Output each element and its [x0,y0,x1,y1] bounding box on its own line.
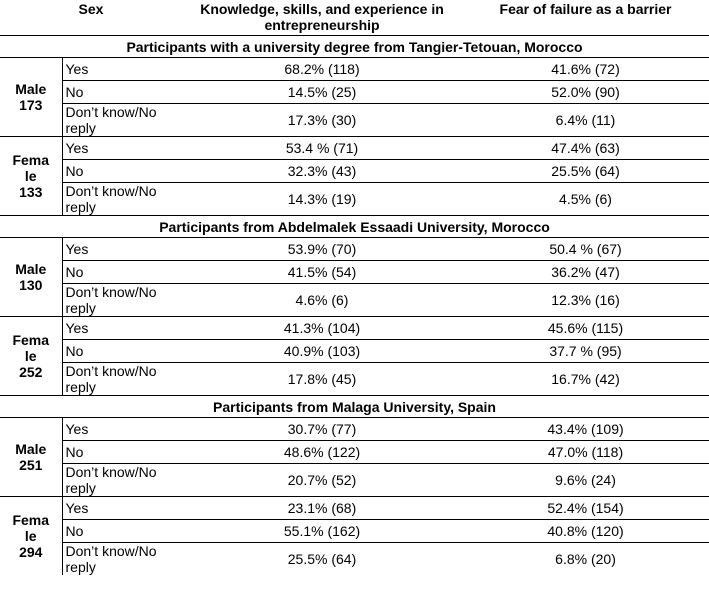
table-row [0,81,709,104]
table-row [0,441,709,464]
table-row [0,58,709,81]
sex-label: Male [15,441,47,457]
sex-label: Female [12,152,50,184]
knowledge-value: 14.5% (25) [182,81,462,104]
sex-count: 252 [19,364,43,380]
fear-value: 6.4% (11) [462,104,709,137]
response-label: Don’t know/No reply [62,464,182,497]
fear-value: 41.6% (72) [462,58,709,81]
sex-label: Female [12,332,50,364]
fear-value: 43.4% (109) [462,418,709,441]
fear-value: 47.0% (118) [462,441,709,464]
fear-value: 25.5% (64) [462,160,709,183]
sex-group-cell [0,137,62,216]
response-label: No [62,261,182,284]
sex-group-cell [0,238,62,317]
table-row [0,520,709,543]
knowledge-value: 55.1% (162) [182,520,462,543]
fear-value: 4.5% (6) [559,191,612,207]
response-label: Don’t know/No reply [65,363,157,395]
response-label: Yes [62,497,182,520]
response-label: Don’t know/No reply [65,543,157,575]
header-sex: Sex [78,1,104,17]
knowledge-value: 68.2% (118) [182,58,462,81]
fear-value: 47.4% (63) [462,137,709,160]
sex-count: 294 [19,544,43,560]
response-label: Don’t know/No reply [62,104,182,137]
fear-value: 45.6% (115) [462,317,709,340]
sex-label: Male [15,261,47,277]
table-row [0,543,709,576]
knowledge-value: 32.3% (43) [182,160,462,183]
table-row [0,317,709,340]
sex-group-cell [0,497,62,576]
header-knowledge: Knowledge, skills, and experience in entrepreneurship [200,1,444,33]
response-label: Yes [62,58,182,81]
sex-count: 133 [19,184,43,200]
table-row [0,160,709,183]
knowledge-value: 20.7% (52) [182,464,462,497]
knowledge-value: 14.3% (19) [287,191,357,207]
response-label: Don’t know/No reply [65,183,157,215]
fear-value: 6.8% (20) [555,551,616,567]
fear-value: 52.0% (90) [462,81,709,104]
fear-value: 40.8% (120) [462,520,709,543]
header-row [0,0,709,36]
table-row [0,418,709,441]
fear-value: 12.3% (16) [462,284,709,317]
sex-label: Male [15,81,47,97]
sex-group-cell [0,317,62,396]
table-row [0,497,709,520]
table-row [0,340,709,363]
sex-group-cell [0,58,62,137]
sex-count: 173 [19,97,43,113]
response-label: Yes [62,137,182,160]
knowledge-value: 53.4 % (71) [182,137,462,160]
sex-group-cell [0,418,62,497]
knowledge-value: 53.9% (70) [182,238,462,261]
knowledge-value: 30.7% (77) [182,418,462,441]
response-label: Don’t know/No reply [62,284,182,317]
fear-value: 9.6% (24) [462,464,709,497]
section-title: Participants with a university degree from Tangier-Tetouan, Morocco [0,36,709,58]
knowledge-value: 17.3% (30) [182,104,462,137]
table-row [0,137,709,160]
knowledge-value: 25.5% (64) [287,551,357,567]
table-row [0,284,709,317]
section-row [0,216,709,238]
knowledge-value: 41.3% (104) [182,317,462,340]
section-row [0,396,709,418]
table-row [0,183,709,216]
fear-value: 16.7% (42) [551,371,620,387]
knowledge-value: 23.1% (68) [182,497,462,520]
response-label: Yes [62,238,182,261]
response-label: No [62,81,182,104]
table-row [0,104,709,137]
response-label: No [62,160,182,183]
section-title: Participants from Malaga University, Spain [0,396,709,418]
response-label: No [62,340,182,363]
table-row [0,363,709,396]
sex-count: 251 [19,457,43,473]
table-row [0,464,709,497]
fear-value: 50.4 % (67) [462,238,709,261]
section-row [0,36,709,58]
sex-label: Female [12,512,50,544]
response-label: No [62,520,182,543]
knowledge-value: 48.6% (122) [182,441,462,464]
section-title: Participants from Abdelmalek Essaadi University, Morocco [0,216,709,238]
knowledge-value: 40.9% (103) [182,340,462,363]
response-label: No [62,441,182,464]
header-fear: Fear of failure as a barrier [499,1,672,17]
response-label: Yes [62,317,182,340]
fear-value: 36.2% (47) [462,261,709,284]
table-body [0,36,709,576]
sex-count: 130 [19,277,43,293]
knowledge-value: 4.6% (6) [182,284,462,317]
knowledge-value: 41.5% (54) [182,261,462,284]
knowledge-value: 17.8% (45) [287,371,357,387]
table-row [0,238,709,261]
table-row [0,261,709,284]
fear-value: 52.4% (154) [462,497,709,520]
fear-value: 37.7 % (95) [462,340,709,363]
response-label: Yes [62,418,182,441]
